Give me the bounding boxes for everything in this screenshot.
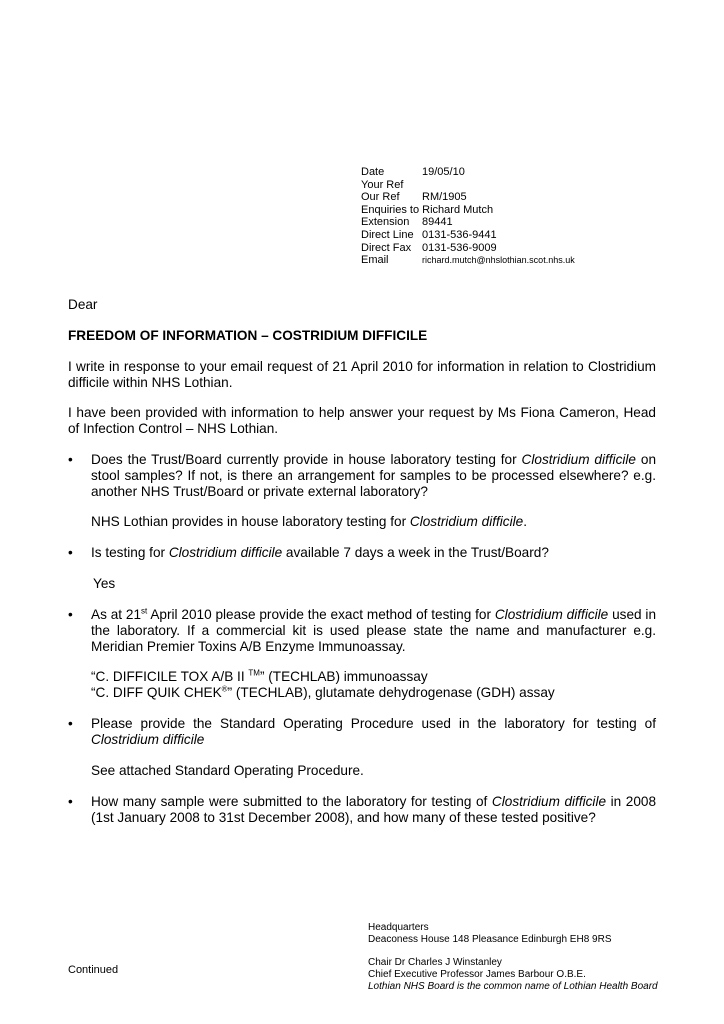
ref-row-email — [361, 254, 575, 267]
extension-value: 89441 — [422, 216, 453, 229]
q1-text-a: Does the Trust/Board currently provide in house laboratory testing for — [91, 452, 522, 467]
a3l1-text-a: “C. DIFFICILE TOX A/B II — [91, 669, 249, 684]
bullet-2: • — [68, 545, 73, 560]
ref-row-your-ref — [361, 179, 575, 192]
q3-text-b: April 2010 please provide the exact method of testing for — [147, 607, 495, 622]
q4-organism: Clostridium difficile — [91, 732, 205, 747]
ref-row-date — [361, 166, 575, 179]
footer-chief-exec: Chief Executive Professor James Barbour O.B.E. — [368, 969, 586, 980]
q3-superscript: st — [141, 606, 148, 616]
bullet-4: • — [68, 716, 73, 731]
a3l2-text-a: “C. DIFF QUIK CHEK — [91, 685, 222, 700]
q2-organism: Clostridium difficile — [168, 545, 283, 560]
bullet-5: • — [68, 794, 73, 809]
direct-line-value: 0131-536-9441 — [422, 228, 497, 241]
q1-text-c: on stool samples? If not, is there an arrangement for samples to be processed elsewhere? e.g. another NHS Trust/Board or private external laboratory? — [91, 452, 657, 499]
your-ref-label: Your Ref — [361, 178, 404, 191]
q1-organism: Clostridium difficile — [521, 452, 636, 467]
enquiries-value: Richard Mutch — [422, 203, 494, 216]
our-ref-value: RM/1905 — [422, 191, 467, 204]
salutation: Dear — [68, 297, 98, 312]
continued-label: Continued — [68, 964, 119, 976]
reference-block — [361, 166, 575, 267]
extension-label: Extension — [361, 216, 410, 229]
direct-fax-value: 0131-536-9009 — [422, 241, 497, 254]
ref-row-enquiries — [361, 204, 575, 217]
footer-hq-address: Deaconess House 148 Pleasance Edinburgh EH8 9RS — [368, 934, 612, 945]
bullet-3: • — [68, 607, 73, 622]
answer-3-line-1 — [91, 669, 656, 685]
a1-text-a: NHS Lothian provides in house laboratory testing for — [91, 514, 410, 529]
q3-organism: Clostridium difficile — [494, 607, 609, 622]
ref-row-our-ref — [361, 191, 575, 204]
q5-text-a: How many sample were submitted to the laboratory for testing of — [91, 794, 492, 809]
direct-fax-label: Direct Fax — [361, 241, 412, 254]
our-ref-label: Our Ref — [361, 191, 400, 204]
answer-2: Yes — [93, 576, 116, 591]
question-5 — [91, 794, 656, 826]
q5-text-c: in 2008 (1st January 2008 to 31st December 2008), and how many of these tested positive? — [91, 794, 657, 825]
q3-text-a: As at 21 — [91, 607, 142, 622]
question-4 — [91, 716, 656, 748]
footer-note — [368, 981, 658, 993]
ref-row-direct-fax — [361, 242, 575, 255]
paragraph-1: I write in response to your email request of 21 April 2010 for information in relation to Clostridium difficile within NHS Lothian. — [68, 359, 656, 390]
a3l1-trademark: TM — [248, 668, 260, 678]
question-3 — [91, 607, 656, 655]
q5-organism: Clostridium difficile — [491, 794, 607, 809]
footer-note-text: Lothian NHS Board is the common name of Lothian Health Board — [368, 981, 658, 992]
bullet-1: • — [68, 452, 73, 467]
question-1 — [91, 452, 656, 500]
q3-text-d: used in the laboratory. If a commercial kit is used please state the name and manufacturer e.g. Meridian Premier Toxins A/B Enzyme Immunoassay. — [91, 607, 656, 654]
answer-3-line-2 — [91, 685, 656, 701]
answer-4: See attached Standard Operating Procedure. — [91, 763, 364, 778]
ref-row-direct-line — [361, 229, 575, 242]
a1-organism: Clostridium difficile — [409, 514, 524, 529]
direct-line-label: Direct Line — [361, 228, 414, 241]
question-2 — [91, 545, 656, 561]
q4-text-a: Please provide the Standard Operating Procedure used in the laboratory for testing of — [91, 716, 656, 731]
date-label: Date — [361, 166, 385, 178]
paragraph-2: I have been provided with information to help answer your request by Ms Fiona Cameron, Head of Infection Control – NHS Lothian. — [68, 405, 656, 436]
ref-row-extension — [361, 216, 575, 229]
footer-hq-label: Headquarters — [368, 922, 429, 933]
letter-heading: FREEDOM OF INFORMATION – COSTRIDIUM DIFFICILE — [68, 328, 428, 343]
a3l1-text-b: ” (TECHLAB) immunoassay — [259, 669, 428, 684]
enquiries-label: Enquiries to — [361, 203, 420, 216]
email-label: Email — [361, 254, 389, 267]
q2-text-c: available 7 days a week in the Trust/Board? — [282, 545, 549, 560]
a3l2-registered: ® — [221, 684, 228, 694]
email-value[interactable]: richard.mutch@nhslothian.scot.nhs.uk — [422, 255, 575, 266]
a1-text-c: . — [523, 514, 527, 529]
q2-text-a: Is testing for — [91, 545, 169, 560]
date-value: 19/05/10 — [422, 166, 465, 178]
answer-1 — [91, 514, 656, 530]
a3l2-text-b: ” (TECHLAB), glutamate dehydrogenase (GDH) assay — [227, 685, 555, 700]
footer-chair: Chair Dr Charles J Winstanley — [368, 957, 502, 968]
